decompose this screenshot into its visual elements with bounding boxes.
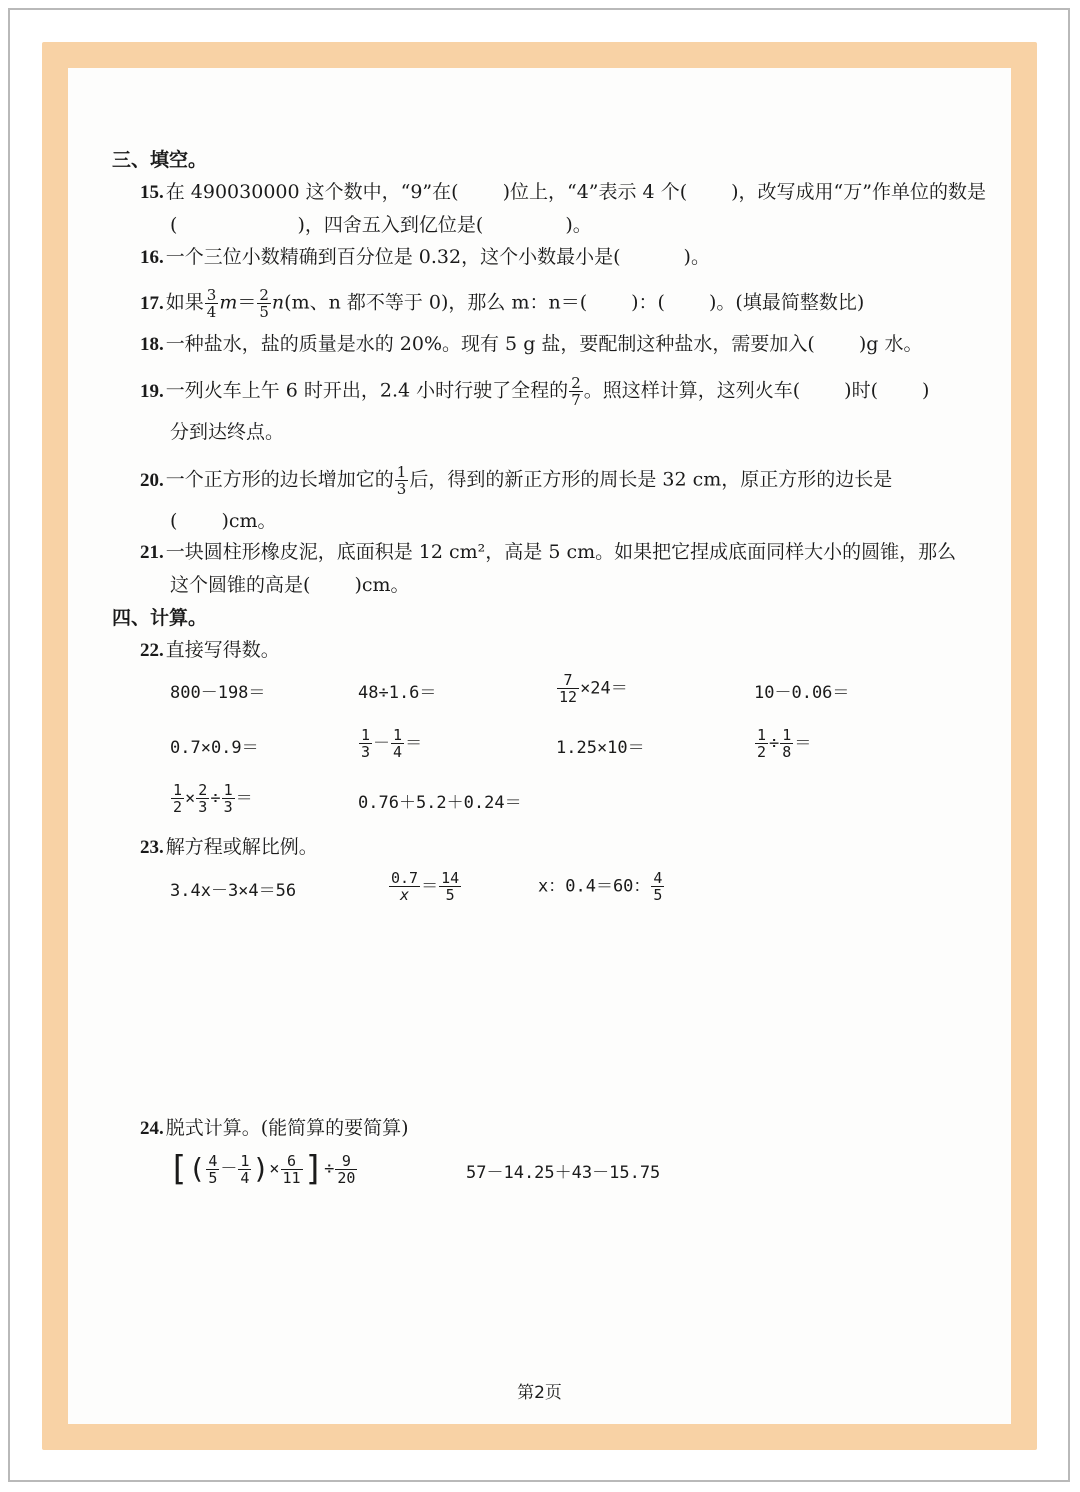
question-21-line-1 xyxy=(140,540,956,565)
calc-10-minus-0-06: 10－0.06＝ xyxy=(754,683,850,703)
fraction: $\frac{1}{3}$ xyxy=(223,781,233,816)
fraction: $\frac{1}{8}$ xyxy=(782,726,792,761)
fraction: $\frac{1}{2}$ xyxy=(757,726,767,761)
calc-1-2-div-1-8: $\frac{1}{2}$ ÷ $\frac{1}{8}$ ＝ xyxy=(757,726,812,761)
question-19-line-1 xyxy=(140,375,929,408)
expression-2: 57－14.25＋43－15.75 xyxy=(466,1163,661,1183)
question-20-line-1 xyxy=(140,464,892,497)
question-24-title xyxy=(140,1116,409,1141)
question-21-line-2: 这个圆锥的高是( )cm。 xyxy=(170,574,410,596)
calc-0-7-times-0-9: 0.7×0.9＝ xyxy=(170,738,259,758)
page-number: 第2页 xyxy=(517,1383,562,1403)
fraction: $\frac{1}{4}$ xyxy=(393,726,403,761)
calc-1-3-minus-1-4: $\frac{1}{3}$ － $\frac{1}{4}$ ＝ xyxy=(361,726,423,761)
calc-fraction-chain: $\frac{1}{2}$ × $\frac{2}{3}$ ÷ $\frac{1}{3}$ ＝ xyxy=(173,781,253,816)
variable: n xyxy=(271,291,285,314)
question-15-line-1 xyxy=(140,180,986,205)
question-text: 在 490030000 这个数中，“9”在( )位上，“4”表示 4 个( )，改写成用“万”作单位的数是 xyxy=(165,181,986,203)
question-number: 24. xyxy=(140,1118,164,1139)
fraction: $\frac{9}{20}$ xyxy=(337,1151,356,1187)
fraction: $\frac{2}{3}$ xyxy=(198,781,208,816)
question-23-title xyxy=(140,835,318,860)
question-22-title xyxy=(140,638,280,663)
question-16 xyxy=(140,245,710,270)
equation-3: x：0.4＝60： $\frac{4}{5}$ xyxy=(538,869,663,904)
fraction: $\frac{1}{3}$ xyxy=(361,726,371,761)
calc-800-198: 800－198＝ xyxy=(170,683,266,703)
expression-1: [( $\frac{4}{5}$ － $\frac{1}{4}$ )× $\frac{6}{11}$ ]÷ $\frac{9}{20}$ xyxy=(168,1149,356,1189)
section-3-title: 三、填空。 xyxy=(112,149,208,171)
question-number: 22. xyxy=(140,640,164,661)
question-text: 一个三位小数精确到百分位是 0.32，这个小数最小是( )。 xyxy=(165,246,710,268)
question-number: 17. xyxy=(140,292,164,314)
question-text: 直接写得数。 xyxy=(165,639,280,661)
fraction: $\frac{4}{5}$ xyxy=(208,1151,218,1187)
question-number: 19. xyxy=(140,380,164,402)
question-text: 后，得到的新正方形的周长是 32 cm，原正方形的边长是 xyxy=(409,468,893,491)
fraction: $\frac{14}{5}$ xyxy=(441,869,460,904)
question-20-line-2: ( )cm。 xyxy=(170,510,277,532)
equals-sign: ＝ xyxy=(237,291,257,314)
question-number: 18. xyxy=(140,334,164,355)
question-number: 20. xyxy=(140,469,164,491)
question-15-line-2: ( )，四舍五入到亿位是( )。 xyxy=(170,214,592,236)
question-17 xyxy=(140,287,864,320)
question-text: 一块圆柱形橡皮泥，底面积是 12 cm²，高是 5 cm。如果把它捏成底面同样大小的圆锥，那么 xyxy=(165,541,957,563)
equation-1: 3.4x－3×4＝56 xyxy=(170,881,297,901)
section-4-title: 四、计算。 xyxy=(112,607,208,629)
question-number: 21. xyxy=(140,542,164,563)
equation-2: $\frac{0.7}{x}$ ＝ $\frac{14}{5}$ xyxy=(391,869,460,904)
fraction: $\frac{0.7}{x}$ xyxy=(391,869,419,904)
question-number: 16. xyxy=(140,247,164,268)
question-text: 一列火车上午 6 时开出，2.4 小时行驶了全程的 xyxy=(165,379,569,402)
fraction: $\frac{2}{7}$ xyxy=(571,374,581,409)
question-text: 一种盐水，盐的质量是水的 20%。现有 5 g 盐，要配制这种盐水，需要加入( )g 水。 xyxy=(165,333,923,355)
question-text: 解方程或解比例。 xyxy=(165,836,318,858)
question-text: 一个正方形的边长增加它的 xyxy=(165,468,394,491)
worksheet-page xyxy=(68,68,1011,1424)
calc-7-12-times-24: $\frac{7}{12}$ ×24＝ xyxy=(559,671,628,706)
fraction: $\frac{1}{2}$ xyxy=(173,781,183,816)
calc-48-div-1-6: 48÷1.6＝ xyxy=(358,683,437,703)
question-text: 脱式计算。(能简算的要简算) xyxy=(165,1117,409,1139)
question-text: 。照这样计算，这列火车( )时( ) xyxy=(583,379,930,402)
fraction: $\frac{4}{5}$ xyxy=(653,869,663,904)
fraction: $\frac{2}{5}$ xyxy=(259,286,269,321)
variable: m xyxy=(219,291,238,314)
fraction: $\frac{1}{3}$ xyxy=(396,463,407,498)
calc-1-25-times-10: 1.25×10＝ xyxy=(556,738,645,758)
fraction: $\frac{3}{4}$ xyxy=(206,286,217,321)
calc-0-76-sum: 0.76＋5.2＋0.24＝ xyxy=(358,793,522,813)
question-19-line-2: 分到达终点。 xyxy=(170,421,285,443)
question-text: (m、n 都不等于 0)，那么 m：n＝( )：( )。(填最简整数比) xyxy=(284,291,865,314)
fraction: $\frac{1}{4}$ xyxy=(240,1151,250,1187)
question-number: 23. xyxy=(140,837,164,858)
fraction: $\frac{7}{12}$ xyxy=(559,671,578,706)
fraction: $\frac{6}{11}$ xyxy=(282,1151,301,1187)
question-number: 15. xyxy=(140,182,164,203)
question-18 xyxy=(140,332,922,357)
question-text: 如果 xyxy=(165,291,204,314)
